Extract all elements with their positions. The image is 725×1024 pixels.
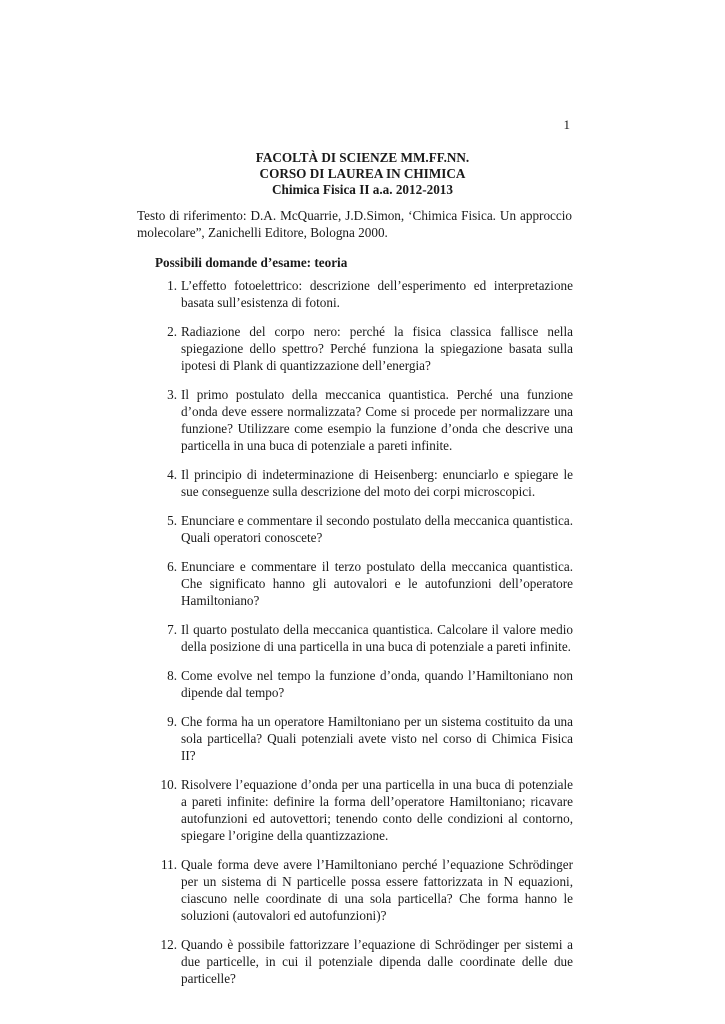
document-header bbox=[0, 150, 725, 198]
item-text: Il primo postulato della meccanica quantistica. Perché una funzione d’onda deve essere normalizzata? Come si procede per normalizzare una funzione? Utilizzare come esempio la funzione d’onda che descrive una particella in una buca di potenziale a pareti infinite. bbox=[181, 387, 573, 453]
list-item bbox=[137, 323, 573, 374]
item-number: 7. bbox=[167, 622, 177, 637]
item-text: L’effetto fotoelettrico: descrizione dell’esperimento ed interpretazione basata sull’esistenza di fotoni. bbox=[181, 278, 573, 310]
item-number: 1. bbox=[167, 278, 177, 293]
list-item bbox=[137, 667, 573, 701]
list-item bbox=[137, 776, 573, 844]
section-title: Possibili domande d’esame: teoria bbox=[155, 255, 348, 270]
list-item bbox=[137, 386, 573, 454]
course-title: Chimica Fisica II a.a. 2012-2013 bbox=[272, 182, 453, 197]
item-text: Il quarto postulato della meccanica quantistica. Calcolare il valore medio della posizione di una particella in una buca di potenziale a pareti infinite. bbox=[181, 622, 573, 654]
item-number: 9. bbox=[167, 714, 177, 729]
item-number: 11. bbox=[161, 857, 177, 872]
item-text: Che forma ha un operatore Hamiltoniano per un sistema costituito da una sola particella? Quali potenziali avete visto nel corso di Chimica Fisica II? bbox=[181, 714, 573, 763]
item-number: 12. bbox=[160, 937, 177, 952]
item-text: Enunciare e commentare il secondo postulato della meccanica quantistica. Quali operatori conoscete? bbox=[181, 513, 573, 545]
item-number: 8. bbox=[167, 668, 177, 683]
item-number: 4. bbox=[167, 467, 177, 482]
list-item bbox=[137, 512, 573, 546]
item-text: Quale forma deve avere l’Hamiltoniano perché l’equazione Schrödinger per un sistema di N particelle possa essere fattorizzata in N equazioni, ciascuno nelle coordinate di una sola particella? Che forma hanno le soluzioni (autovalori ed autofunzioni)? bbox=[181, 857, 573, 923]
faculty-title: FACOLTÀ DI SCIENZE MM.FF.NN. bbox=[255, 150, 470, 165]
list-item bbox=[137, 856, 573, 924]
item-text: Quando è possibile fattorizzare l’equazione di Schrödinger per sistemi a due particelle, in cui il potenziale dipenda dalle coordinate delle due particelle? bbox=[181, 937, 573, 986]
page-number: 1 bbox=[563, 117, 570, 132]
item-number: 3. bbox=[167, 387, 177, 402]
reference-text: Testo di riferimento: D.A. McQuarrie, J.D.Simon, ‘Chimica Fisica. Un approccio molecolare”, Zanichelli Editore, Bologna 2000. bbox=[137, 208, 572, 240]
list-item bbox=[137, 713, 573, 764]
degree-course-title: CORSO DI LAUREA IN CHIMICA bbox=[259, 166, 466, 181]
list-item bbox=[137, 277, 573, 311]
item-text: Risolvere l’equazione d’onda per una particella in una buca di potenziale a pareti infinite: definire la forma dell’operatore Hamiltoniano; ricavare autofunzioni ed autovettori; tenendo conto delle condizioni al contorno, spiegare l’origine della quantizzazione. bbox=[181, 777, 573, 843]
item-number: 6. bbox=[167, 559, 177, 574]
item-text: Enunciare e commentare il terzo postulato della meccanica quantistica. Che significato hanno gli autovalori e le autofunzioni dell’operatore Hamiltoniano? bbox=[181, 559, 573, 608]
item-number: 2. bbox=[167, 324, 177, 339]
list-item bbox=[137, 936, 573, 987]
question-list bbox=[137, 277, 573, 999]
list-item bbox=[137, 466, 573, 500]
item-text: Il principio di indeterminazione di Heisenberg: enunciarlo e spiegare le sue conseguenze sulla descrizione del moto dei corpi microscopici. bbox=[181, 467, 573, 499]
list-item bbox=[137, 558, 573, 609]
item-text: Radiazione del corpo nero: perché la fisica classica fallisce nella spiegazione dello spettro? Perché funziona la spiegazione basata sulla ipotesi di Plank di quantizzazione dell’energia? bbox=[181, 324, 573, 373]
item-text: Come evolve nel tempo la funzione d’onda, quando l’Hamiltoniano non dipende dal tempo? bbox=[181, 668, 573, 700]
list-item bbox=[137, 621, 573, 655]
item-number: 10. bbox=[160, 777, 177, 792]
item-number: 5. bbox=[167, 513, 177, 528]
